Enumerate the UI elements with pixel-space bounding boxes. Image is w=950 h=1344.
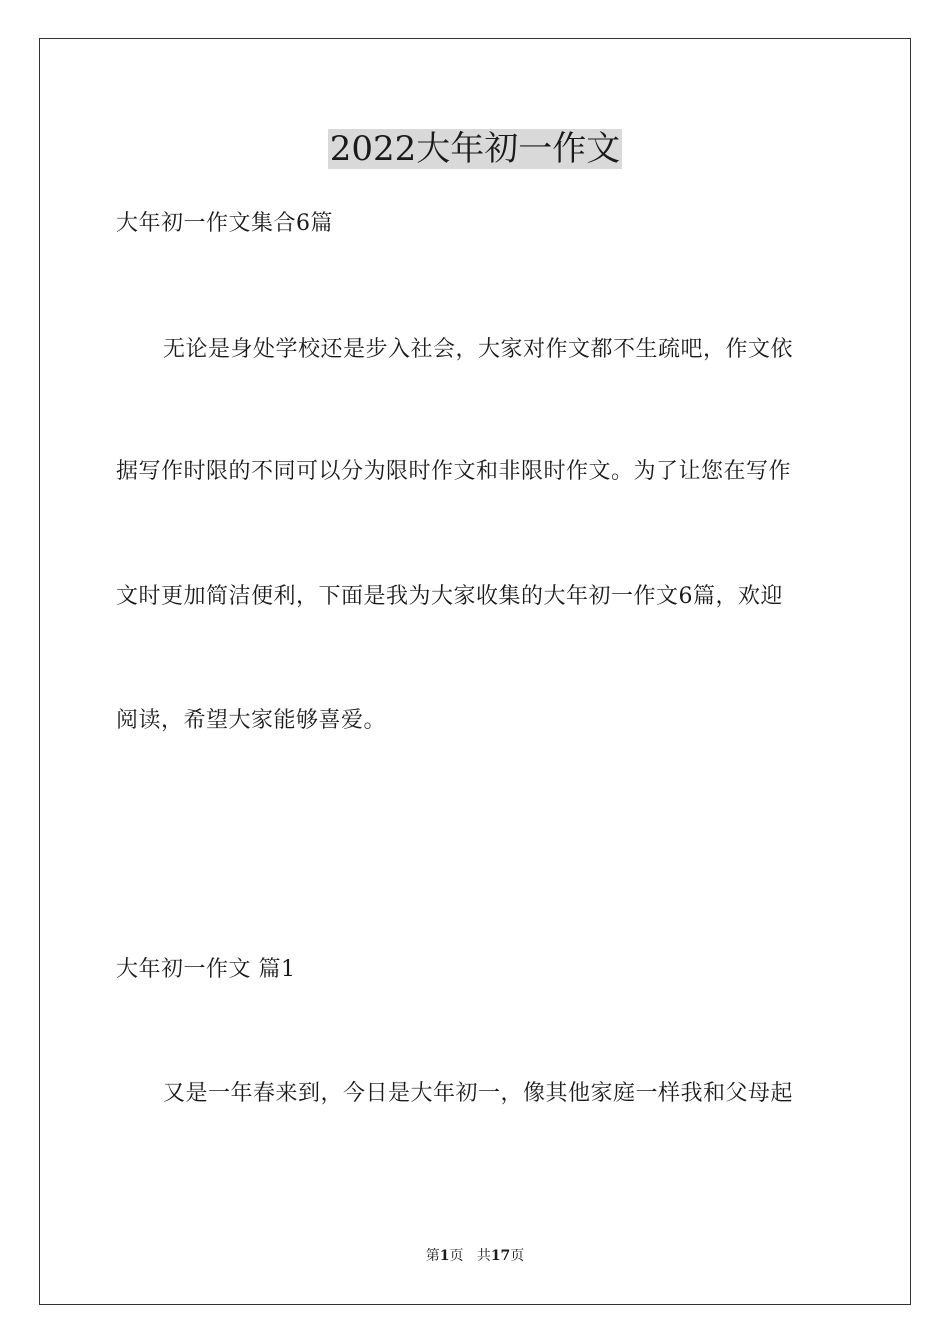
intro-line-1: 无论是身处学校还是步入社会，大家对作文都不生疏吧，作文依 xyxy=(163,337,794,362)
document-subtitle: 大年初一作文集合6篇 xyxy=(116,211,333,236)
footer-total-prefix: 共 xyxy=(476,1248,491,1264)
intro-line-4: 阅读，希望大家能够喜爱。 xyxy=(116,708,387,733)
intro-line-3: 文时更加简洁便利，下面是我为大家收集的大年初一作文6篇，欢迎 xyxy=(116,584,783,609)
intro-line-2: 据写作时限的不同可以分为限时作文和非限时作文。为了让您在写作 xyxy=(116,459,792,484)
page-footer xyxy=(0,1246,950,1266)
footer-total-suffix: 页 xyxy=(510,1248,525,1264)
footer-page-prefix: 第 xyxy=(425,1248,440,1264)
section-line-1: 又是一年春来到，今日是大年初一，像其他家庭一样我和父母起 xyxy=(163,1081,794,1106)
document-title-text: 2022大年初一作文 xyxy=(329,129,621,169)
section-heading: 大年初一作文 篇1 xyxy=(116,957,296,982)
document-title xyxy=(0,126,950,172)
footer-page-suffix: 页 xyxy=(449,1248,464,1264)
footer-total-pages: 17 xyxy=(490,1248,511,1264)
footer-page-number: 1 xyxy=(439,1248,450,1264)
